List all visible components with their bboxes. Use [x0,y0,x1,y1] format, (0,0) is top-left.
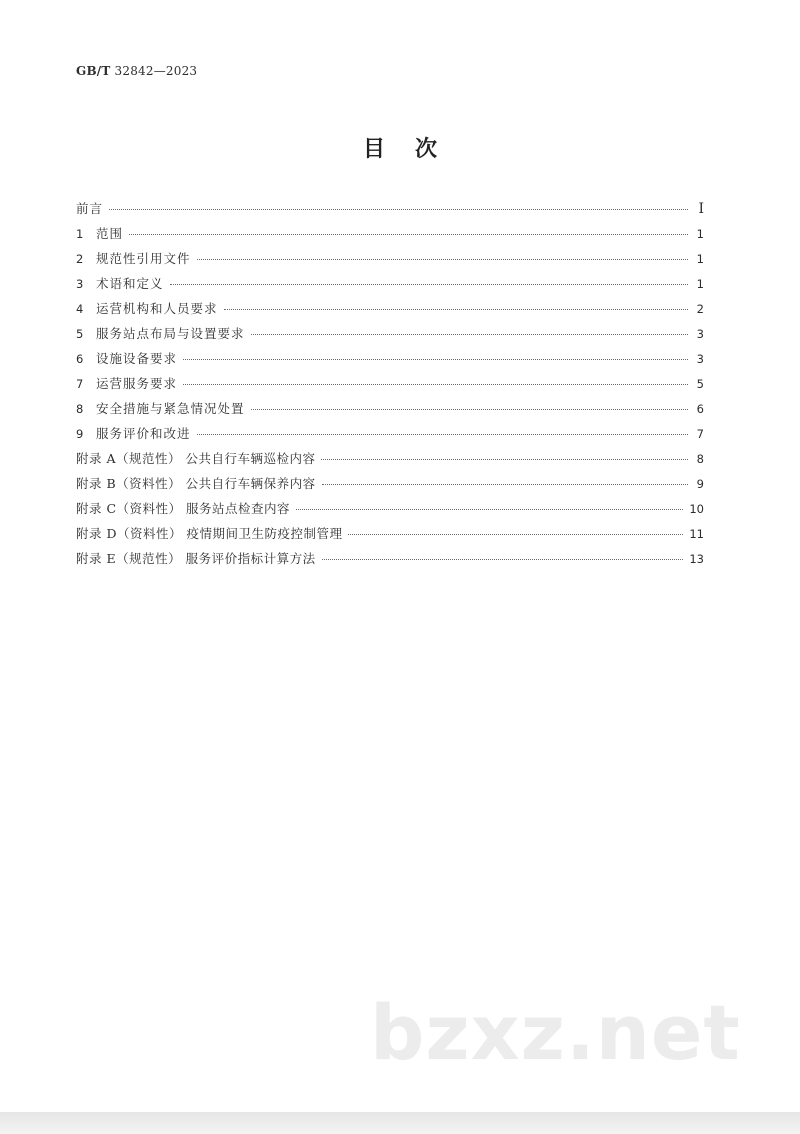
toc-page-number: 8 [696,452,704,466]
toc-number: 7 [76,377,84,391]
toc-number: 5 [76,327,84,341]
toc-page-number: Ⅰ [698,201,704,217]
dot-leader [109,209,688,210]
toc-entry-5[interactable] [76,324,704,349]
toc-title: 服务站点布局与设置要求 [96,326,245,341]
toc-number: 9 [76,427,84,441]
toc-title: 附录 E（规范性） 服务评价指标计算方法 [76,551,316,566]
page-title: 目次 [362,136,467,162]
toc-page-number: 3 [696,352,704,366]
toc-title: 范围 [96,226,124,241]
dot-leader [321,459,688,460]
dot-leader [170,284,688,285]
toc-title: 服务评价和改进 [96,426,191,441]
toc-entry-2[interactable] [76,249,704,274]
dot-leader [197,259,688,260]
toc-entry-appendix-d[interactable] [76,524,704,549]
dot-leader [348,534,683,535]
page-edge [0,1112,800,1134]
toc-page-number: 9 [696,477,704,491]
toc-title: 前言 [76,201,104,216]
toc-page-number: 1 [696,252,704,266]
toc-entry-appendix-c[interactable] [76,499,704,524]
watermark: bzxz.net [370,988,741,1077]
toc-number: 8 [76,402,84,416]
toc-title: 附录 C（资料性） 服务站点检查内容 [76,501,291,516]
standard-prefix: GB/T [76,64,111,78]
toc-page-number: 5 [696,377,704,391]
dot-leader [322,484,688,485]
toc-title: 规范性引用文件 [96,251,191,266]
table-of-contents [76,199,704,574]
toc-title: 附录 A（规范性） 公共自行车辆巡检内容 [76,451,316,466]
toc-entry-9[interactable] [76,424,704,449]
standard-number: 32842—2023 [110,64,198,78]
toc-entry-foreword[interactable] [76,199,704,224]
toc-page-number: 1 [696,277,704,291]
toc-page-number: 1 [696,227,704,241]
dot-leader [197,434,688,435]
toc-page-number: 7 [696,427,704,441]
dot-leader [183,384,688,385]
toc-entry-appendix-a[interactable] [76,449,704,474]
toc-title: 附录 D（资料性） 疫情期间卫生防疫控制管理 [76,526,343,541]
toc-number: 6 [76,352,84,366]
dot-leader [251,334,688,335]
dot-leader [251,409,688,410]
standard-code [76,64,197,78]
toc-title: 运营服务要求 [96,376,178,391]
toc-page-number: 6 [696,402,704,416]
toc-title: 运营机构和人员要求 [96,301,218,316]
toc-page-number: 3 [696,327,704,341]
toc-number: 2 [76,252,84,266]
toc-title: 设施设备要求 [96,351,178,366]
toc-entry-3[interactable] [76,274,704,299]
dot-leader [322,559,684,560]
toc-entry-6[interactable] [76,349,704,374]
toc-page-number: 13 [689,552,704,566]
toc-page-number: 11 [689,527,704,541]
toc-page-number: 10 [689,502,704,516]
toc-entry-appendix-e[interactable] [76,549,704,574]
toc-title: 术语和定义 [96,276,164,291]
toc-number: 4 [76,302,84,316]
toc-entry-8[interactable] [76,399,704,424]
toc-number: 3 [76,277,84,291]
toc-page-number: 2 [696,302,704,316]
toc-entry-4[interactable] [76,299,704,324]
toc-title: 安全措施与紧急情况处置 [96,401,245,416]
toc-entry-7[interactable] [76,374,704,399]
dot-leader [296,509,683,510]
dot-leader [129,234,688,235]
dot-leader [183,359,688,360]
toc-title: 附录 B（资料性） 公共自行车辆保养内容 [76,476,316,491]
toc-number: 1 [76,227,84,241]
dot-leader [224,309,688,310]
toc-entry-1[interactable] [76,224,704,249]
toc-entry-appendix-b[interactable] [76,474,704,499]
